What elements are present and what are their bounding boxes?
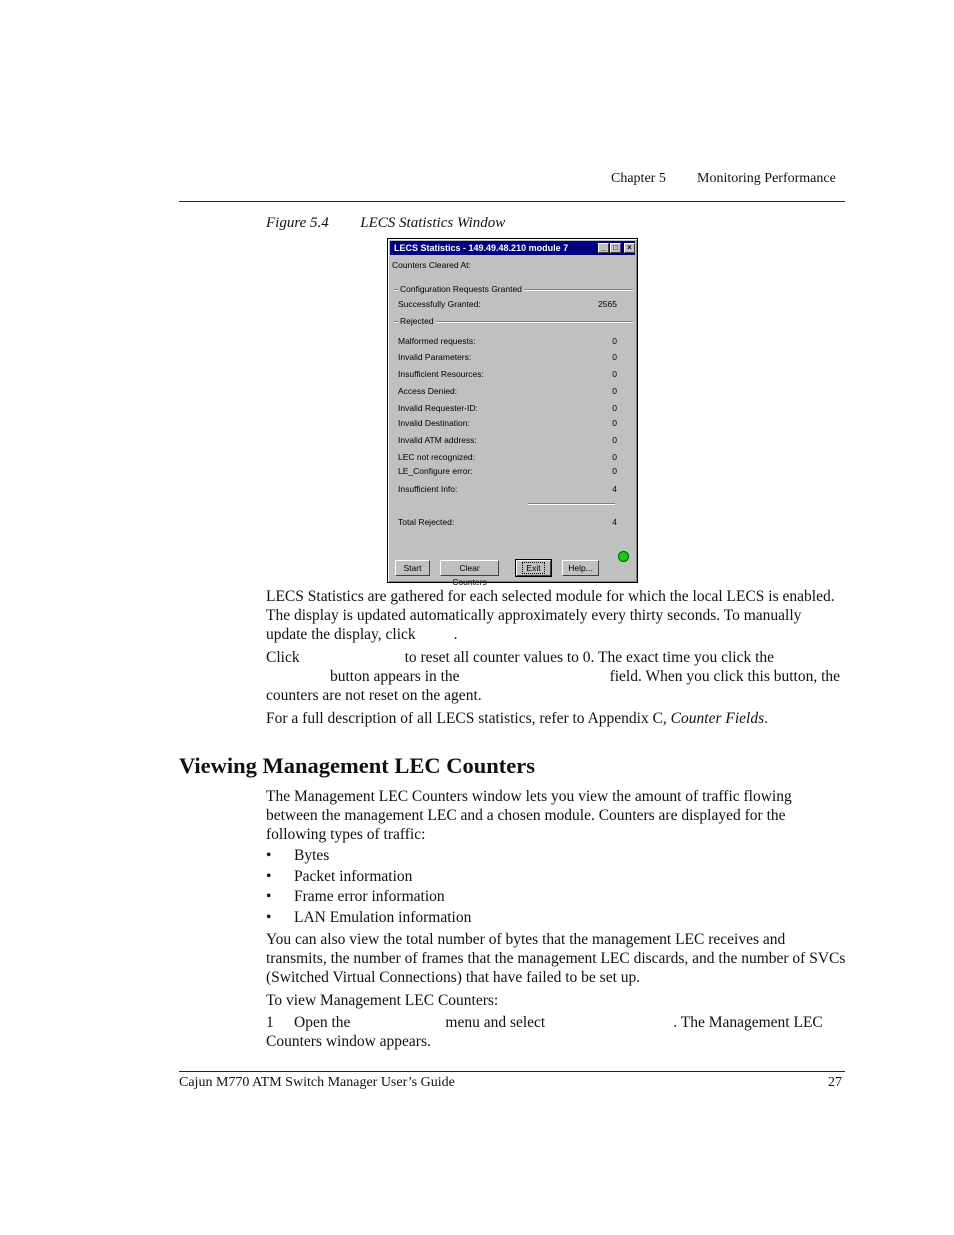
paragraph-lecs-statistics [266,587,846,644]
paragraph-end: . [453,626,458,643]
total-rejected-label: Total Rejected: [398,517,455,527]
minimize-icon[interactable]: _ [598,243,609,253]
list-item-text: Frame error information [294,888,445,905]
counters-cleared-label: Counters Cleared At: [392,260,471,270]
rejected-group-title: Rejected [400,316,434,326]
appendix-link: Counter Fields [670,710,765,727]
close-icon[interactable]: × [624,243,635,253]
exit-button-label: Exit [522,562,544,574]
rejected-label: Invalid Destination: [398,418,470,428]
help-button[interactable]: Help... [562,560,599,576]
paragraph-text: to reset all counter values to 0. The exact time you click the [404,649,775,666]
lecs-statistics-window [387,238,638,587]
paragraph-text: button appears in the [330,668,460,685]
paragraph-total-bytes: You can also view the total number of bytes that the management LEC receives and transmits, the number of frames that the management LEC discards, and the number of SVCs (Switched Virtual Connections) that have failed to be set up. [266,931,846,986]
clear-counters-button[interactable]: Clear Counters [440,560,499,576]
status-led-icon [618,551,629,562]
step-text: menu and select [445,1014,546,1031]
window-titlebar [390,241,635,255]
rejected-label: Insufficient Info: [398,484,458,494]
header-chapter: Chapter 5 [611,171,666,186]
list-item: • Packet information [266,867,413,885]
figure-caption [266,215,505,232]
step-text: Open the [294,1014,351,1031]
rejected-label: Malformed requests: [398,336,476,346]
rejected-value: 0 [612,418,617,428]
rejected-value: 0 [612,386,617,396]
paragraph-text: For a full description of all LECS statistics, refer to Appendix C, [266,710,667,727]
list-item: • Frame error information [266,888,445,905]
list-item-text: LAN Emulation information [294,908,472,926]
maximize-icon[interactable]: □ [610,243,621,253]
list-item-text: Bytes [294,847,330,864]
successfully-granted-label: Successfully Granted: [398,299,481,309]
rejected-label: Invalid Parameters: [398,352,472,362]
rejected-value: 0 [612,352,617,362]
section-heading: Viewing Management LEC Counters [179,753,536,778]
rejected-value: 0 [612,403,617,413]
procedure-step-1 [266,1013,846,1051]
rejected-value: 0 [612,466,617,476]
list-item: • LAN Emulation information [266,908,472,926]
list-item-text: Packet information [294,867,413,885]
rejected-value: 0 [612,435,617,445]
granted-group-title: Configuration Requests Granted [400,284,522,294]
page-number: 27 [828,1075,842,1090]
list-item: • Bytes [266,847,330,864]
paragraph-text: field. When you click this button, the counters are not reset on the agent. [266,668,841,704]
sum-divider [528,503,615,504]
paragraph-clear-counters [266,648,846,705]
header-rule [179,201,845,202]
rejected-label: Invalid ATM address: [398,435,477,445]
exit-button[interactable] [516,560,551,576]
paragraph-text: Click [266,649,300,666]
window-title: LECS Statistics - 149.49.48.210 module 7 [394,243,569,253]
footer-title: Cajun M770 ATM Switch Manager User’s Guide [179,1075,455,1090]
rejected-label: Access Denied: [398,386,458,396]
traffic-type-list [266,846,471,928]
section-intro: The Management LEC Counters window lets you view the amount of traffic flowing between the management LEC and a chosen module. Counters are displayed for the following types of traffic: [266,788,792,843]
total-rejected-value: 4 [612,517,617,527]
rejected-value: 0 [612,452,617,462]
figure-number: Figure 5.4 [266,215,329,231]
step-number: 1 [266,1014,274,1031]
step-text: . The Management LEC Counters window appears. [266,1014,823,1050]
paragraph-appendix-reference [266,709,846,728]
paragraph-end: . [764,710,768,727]
paragraph-to-view: To view Management LEC Counters: [266,992,499,1009]
footer-rule [179,1071,845,1072]
header-section: Monitoring Performance [697,171,836,186]
rejected-label: LE_Configure error: [398,466,473,476]
rejected-value: 0 [612,336,617,346]
rejected-label: LEC not recognized: [398,452,476,462]
paragraph-text: LECS Statistics are gathered for each selected module for which the local LECS is enabled. The display is updated automatically approximately every thirty seconds. To manually update the display, click [266,588,835,643]
rejected-label: Invalid Requester-ID: [398,403,478,413]
successfully-granted-value: 2565 [598,299,617,309]
rejected-value: 0 [612,369,617,379]
rejected-value: 4 [612,484,617,494]
figure-title: LECS Statistics Window [360,215,506,231]
start-button[interactable]: Start [395,560,430,576]
rejected-label: Insufficient Resources: [398,369,484,379]
